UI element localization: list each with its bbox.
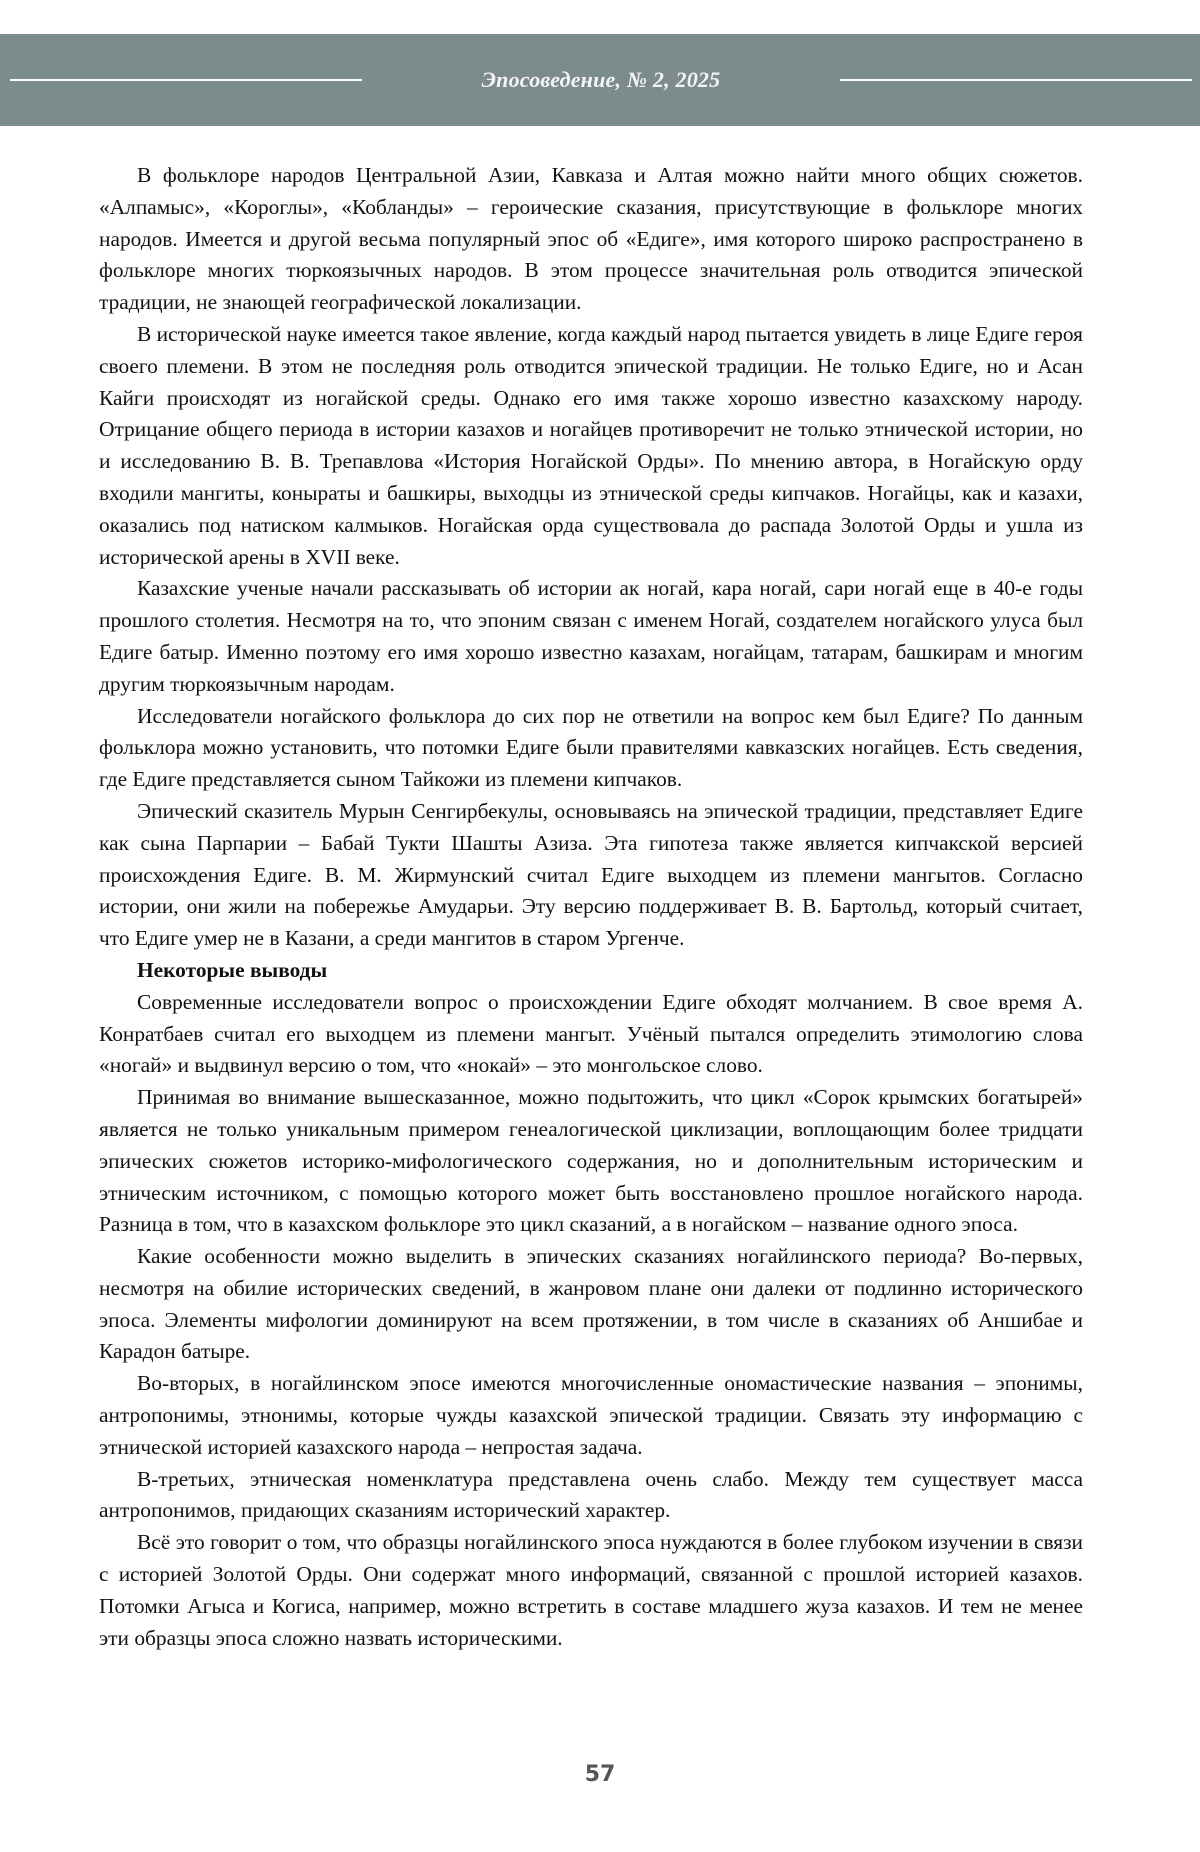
paragraph: В исторической науке имеется такое явление, когда каждый народ пытается увидеть в лице Едиге героя своего племени. В этом не последняя роль отводится эпической традиции. Не только Едиге, но и Асан Кайги происходят из ногайской среды. Однако его имя также хорошо известно казахскому народу. Отрицание общего периода в истории казахов и ногайцев противоречит не только этнической истории, но и исследованию В. В. Трепавлова «История Ногайской Орды». По мнению автора, в Ногайскую орду входили мангиты, коныраты и башкиры, выходцы из этнической среды кипчаков. Ногайцы, как и казахи, оказались под натиском калмыков. Ногайская орда существовала до распада Золотой Орды и ушла из исторической арены в XVII веке. [99, 321, 1083, 569]
paragraph: В фольклоре народов Центральной Азии, Кавказа и Алтая можно найти много общих сюжетов. «Алпамыс», «Короглы», «Кобланды» – героические сказания, присутствующие в фольклоре многих народов. Имеется и другой весьма популярный эпос об «Едиге», имя которого широко распространено в фольклоре многих тюркоязычных народов. В этом процессе значительная роль отводится эпической традиции, не знающей географической локализации. [99, 163, 1083, 315]
paragraph: Исследователи ногайского фольклора до сих пор не ответили на вопрос кем был Едиге? По данным фольклора можно установить, что потомки Едиге были правителями кавказских ногайцев. Есть сведения, где Едиге представляется сыном Тайкожи из племени кипчаков. [99, 703, 1083, 792]
paragraph: Эпический сказитель Мурын Сенгирбекулы, основываясь на эпической традиции, представляет Едиге как сына Парпарии – Бабай Тукти Шашты Азиза. Эта гипотеза также является кипчакской версией происхождения Едиге. В. М. Жирмунский считал Едиге выходцем из племени мангытов. Согласно истории, они жили на побережье Амударьи. Эту версию поддерживает В. В. Бартольд, который считает, что Едиге умер не в Казани, а среди мангитов в старом Ургенче. [99, 798, 1083, 951]
paragraph: В-третьих, этническая номенклатура представлена очень слабо. Между тем существует масса антропонимов, придающих сказаниям исторический характер. [99, 1466, 1083, 1523]
header-rule-left [10, 79, 362, 81]
paragraph: Какие особенности можно выделить в эпических сказаниях ногайлинского периода? Во-первых, несмотря на обилие исторических сведений, в жанровом плане они далеки от подлинно исторического эпоса. Элементы мифологии доминируют на всем протяжении, в том числе в сказаниях об Аншибае и Карадон батыре. [99, 1244, 1083, 1364]
paragraph: Во-вторых, в ногайлинском эпосе имеются многочисленные ономастические названия – эпонимы, антропонимы, этнонимы, которые чужды казахской эпической традиции. Связать эту информацию с этнической историей казахского народа – непростая задача. [99, 1371, 1083, 1459]
paragraph: Казахские ученые начали рассказывать об истории ак ногай, кара ногай, сари ногай еще в 40-е годы прошлого столетия. Несмотря на то, что эпоним связан с именем Ногай, создателем ногайского улуса был Едиге батыр. Именно поэтому его имя хорошо известно казахам, ногайцам, татарам, башкирам и многим другим тюркоязычным народам. [99, 576, 1083, 696]
page-number: 57 [584, 1762, 616, 1787]
journal-title: Эпосоведение, № 2, 2025 [481, 67, 721, 92]
article-body [99, 160, 1083, 1654]
section-heading: Некоторые выводы [137, 957, 328, 982]
paragraph: Принимая во внимание вышесказанное, можно подытожить, что цикл «Сорок крымских богатырей» является не только уникальным примером генеалогической циклизации, воплощающим более тридцати эпических сюжетов историко-мифологического содержания, но и дополнительным историческим и этническим источником, с помощью которого может быть восстановлено прошлое ногайского народа. Разница в том, что в казахском фольклоре это цикл сказаний, а в ногайском – название одного эпоса. [99, 1085, 1083, 1237]
journal-header-band [0, 34, 1200, 126]
paragraph: Современные исследователи вопрос о происхождении Едиге обходят молчанием. В свое время А. Конратбаев считал его выходцем из племени мангыт. Учёный пытался определить этимологию слова «ногай» и выдвинул версию о том, что «нокай» – это монгольское слово. [99, 989, 1083, 1078]
header-rule-right [840, 79, 1192, 81]
paragraph: Всё это говорит о том, что образцы ногайлинского эпоса нуждаются в более глубоком изучении в связи с историей Золотой Орды. Они содержат много информаций, связанной с прошлой историей казахов. Потомки Агыса и Когиса, например, можно встретить в составе младшего жуза казахов. И тем не менее эти образцы эпоса сложно назвать историческими. [99, 1530, 1083, 1650]
